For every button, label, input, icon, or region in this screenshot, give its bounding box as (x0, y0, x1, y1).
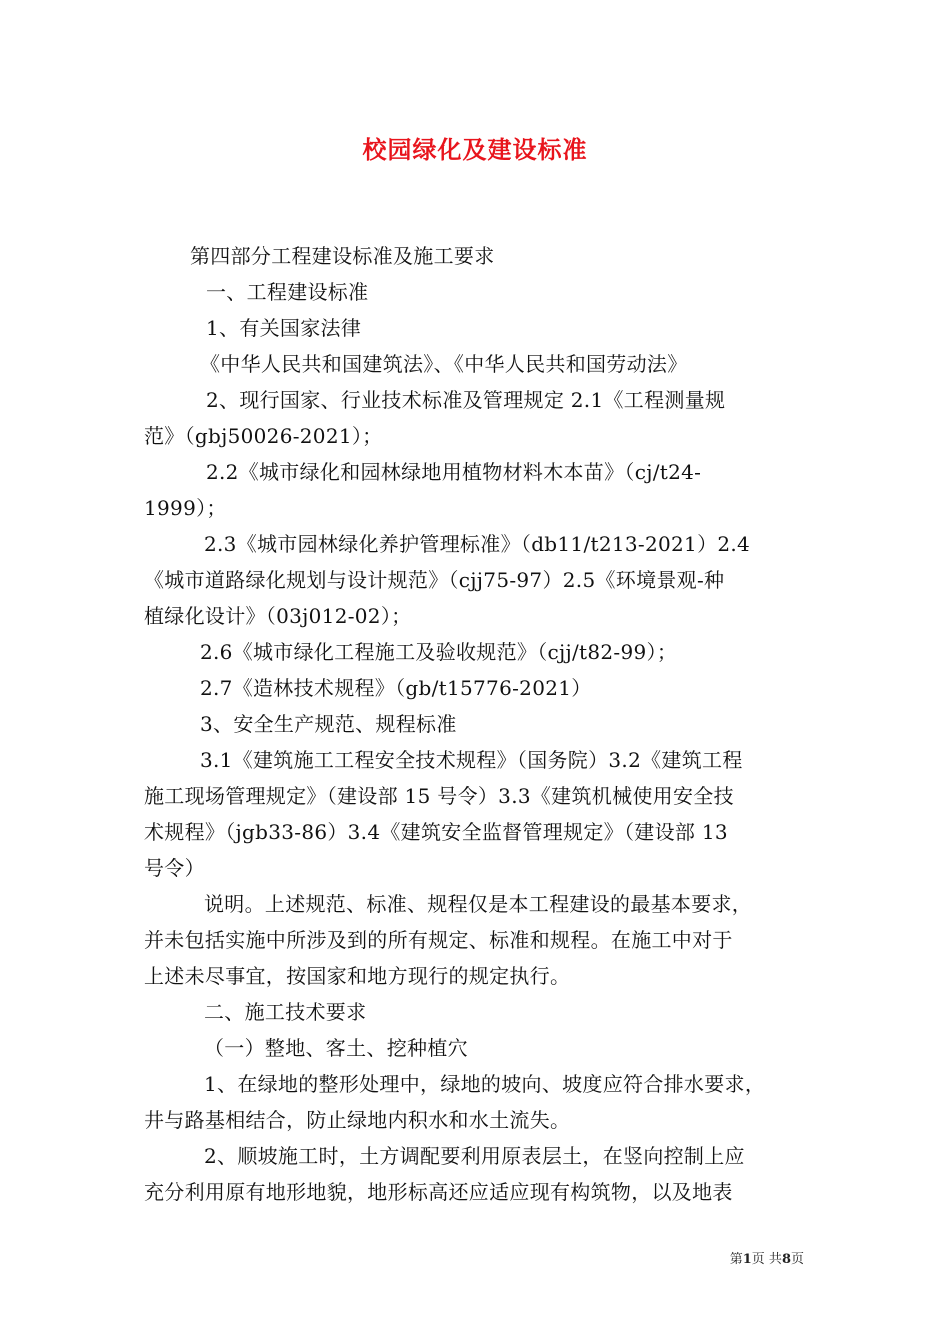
text-line: 2、现行国家、行业技术标准及管理规定 2.1《工程测量规 (206, 388, 726, 412)
text-line: 2.7《造林技术规程》（gb/t15776-2021） (200, 676, 592, 700)
text-line: 3.1《建筑施工工程安全技术规程》（国务院）3.2《建筑工程 (200, 748, 743, 772)
page-footer (730, 1248, 804, 1267)
text-line: 一、工程建设标准 (206, 280, 369, 304)
total-page-count: 8 (781, 1252, 791, 1267)
footer-prefix: 第 (729, 1252, 743, 1267)
footer-middle: 页 共 (751, 1252, 782, 1267)
text-line: 充分利用原有地形地貌，地形标高还应适应现有构筑物，以及地表 (144, 1180, 733, 1204)
text-line: 《中华人民共和国建筑法》、《中华人民共和国劳动法》 (200, 352, 688, 376)
text-line: 术规程》（jgb33-86）3.4《建筑安全监督管理规定》（建设部 13 (144, 820, 728, 844)
text-line: 1、有关国家法律 (206, 316, 362, 340)
text-line: 并未包括实施中所涉及到的所有规定、标准和规程。在施工中对于 (144, 928, 733, 952)
current-page-number: 1 (742, 1252, 752, 1267)
text-line: 范》（gbj50026-2021）； (144, 424, 383, 448)
text-line: 施工现场管理规定》（建设部 15 号令）3.3《建筑机械使用安全技 (144, 784, 734, 808)
text-line: 号令） (144, 856, 205, 880)
document-body (144, 238, 809, 1210)
text-line: 2、顺坡施工时，土方调配要利用原表层土，在竖向控制上应 (204, 1144, 745, 1168)
text-line: 植绿化设计》（03j012-02）； (144, 604, 412, 628)
text-line: 2.6《城市绿化工程施工及验收规范》（cjj/t82-99）； (200, 640, 678, 664)
text-line: （一）整地、客土、挖种植穴 (204, 1036, 468, 1060)
text-line: 1、在绿地的整形处理中，绿地的坡向、坡度应符合排水要求， (204, 1072, 766, 1096)
footer-suffix: 页 (790, 1252, 804, 1267)
text-line: 二、施工技术要求 (204, 1000, 367, 1024)
text-line: 2.3《城市园林绿化养护管理标准》（db11/t213-2021）2.4 (204, 532, 751, 556)
text-line: 2.2《城市绿化和园林绿地用植物材料木本苗》（cj/t24- (206, 460, 702, 484)
text-line: 说明。上述规范、标准、规程仅是本工程建设的最基本要求， (204, 892, 753, 916)
text-line: 3、安全生产规范、规程标准 (200, 712, 457, 736)
text-line: 《城市道路绿化规划与设计规范》（cjj75-97）2.5《环境景观-种 (144, 568, 725, 592)
text-line: 井与路基相结合，防止绿地内积水和水土流失。 (144, 1108, 571, 1132)
text-line: 第四部分工程建设标准及施工要求 (190, 244, 495, 268)
text-line: 上述未尽事宜，按国家和地方现行的规定执行。 (144, 964, 571, 988)
document-title: 校园绿化及建设标准 (362, 135, 588, 164)
text-line: 1999）； (144, 496, 227, 520)
